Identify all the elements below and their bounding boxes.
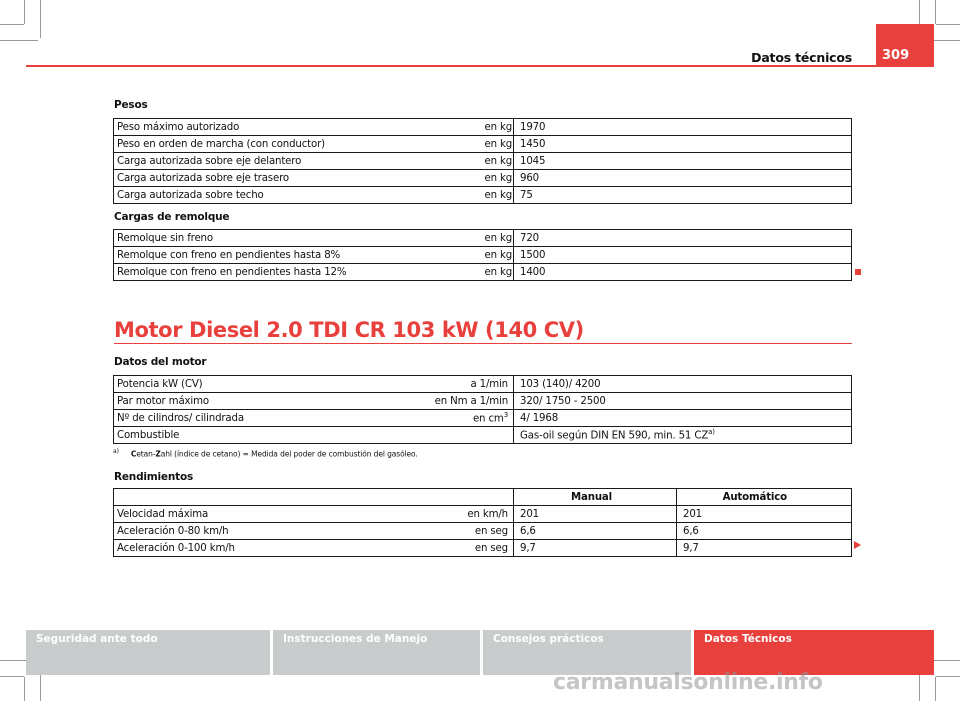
table-header-row bbox=[114, 489, 852, 506]
row-value: 960 bbox=[514, 170, 852, 187]
row-label: Par motor máximo bbox=[114, 393, 414, 410]
footnote-c-rest: etan- bbox=[136, 449, 156, 459]
row-value: 103 (140)/ 4200 bbox=[514, 376, 852, 393]
row-value: 720 bbox=[514, 230, 852, 247]
value-text: Gas-oil según DIN EN 590, min. 51 CZ bbox=[520, 430, 709, 442]
table-row bbox=[114, 393, 852, 410]
row-value: 320/ 1750 - 2500 bbox=[514, 393, 852, 410]
row-label: Aceleración 0-100 km/h bbox=[114, 540, 464, 557]
weights-heading: Pesos bbox=[114, 99, 148, 111]
unit-superscript: 3 bbox=[503, 411, 508, 420]
row-value-automatic: 201 bbox=[677, 506, 852, 523]
table-row bbox=[114, 540, 852, 557]
performance-table bbox=[113, 488, 852, 557]
watermark: carmanualsonline.info bbox=[553, 670, 823, 695]
row-label: Carga autorizada sobre techo bbox=[114, 187, 482, 204]
row-value: 4/ 1968 bbox=[514, 410, 852, 427]
footer-tab-seguridad[interactable]: Seguridad ante todo bbox=[26, 630, 270, 675]
row-unit: en Nm a 1/min bbox=[414, 393, 514, 410]
table-row bbox=[114, 247, 852, 264]
row-label: Peso máximo autorizado bbox=[114, 119, 482, 136]
footnote-text: ahl (índice de cetano) = Medida del poder de combustión del gasóleo. bbox=[160, 449, 418, 459]
row-unit: en seg bbox=[464, 523, 514, 540]
table-row bbox=[114, 506, 852, 523]
row-value-manual: 201 bbox=[514, 506, 677, 523]
row-value-manual: 9,7 bbox=[514, 540, 677, 557]
table-row bbox=[114, 230, 852, 247]
footnote bbox=[113, 448, 418, 459]
row-unit: en seg bbox=[464, 540, 514, 557]
crop-mark bbox=[935, 0, 936, 24]
header-title: Datos técnicos bbox=[751, 50, 852, 65]
row-label: Carga autorizada sobre eje trasero bbox=[114, 170, 482, 187]
crop-mark bbox=[0, 24, 24, 25]
table-row bbox=[114, 187, 852, 204]
footnote-z: Z bbox=[155, 449, 161, 459]
row-label: Remolque con freno en pendientes hasta 8% bbox=[114, 247, 482, 264]
table-row bbox=[114, 119, 852, 136]
table-row bbox=[114, 136, 852, 153]
crop-mark bbox=[40, 0, 41, 38]
row-value bbox=[514, 427, 852, 444]
header-rule bbox=[26, 65, 934, 67]
footnote-reference[interactable]: a) bbox=[708, 428, 715, 437]
footer-tab-datos-tecnicos[interactable]: Datos Técnicos bbox=[694, 630, 934, 675]
row-unit: en kg bbox=[482, 119, 514, 136]
footnote-c: C bbox=[130, 449, 137, 459]
row-label: Combustible bbox=[114, 427, 414, 444]
row-unit: a 1/min bbox=[414, 376, 514, 393]
blank-header-cell bbox=[114, 489, 514, 506]
row-label: Remolque con freno en pendientes hasta 12% bbox=[114, 264, 482, 281]
page-number: 309 bbox=[876, 24, 934, 66]
row-value: 75 bbox=[514, 187, 852, 204]
engine-table bbox=[113, 375, 852, 444]
row-label: Velocidad máxima bbox=[114, 506, 464, 523]
crop-mark bbox=[0, 676, 24, 677]
crop-mark bbox=[935, 677, 936, 701]
crop-mark bbox=[24, 677, 25, 701]
row-unit bbox=[414, 427, 514, 444]
row-label: Nº de cilindros/ cilindrada bbox=[114, 410, 414, 427]
engine-heading: Datos del motor bbox=[114, 356, 207, 368]
row-unit: en kg bbox=[482, 264, 514, 281]
continue-arrow-icon[interactable] bbox=[854, 541, 861, 549]
crop-mark bbox=[936, 24, 960, 25]
footnote-mark: a) bbox=[113, 448, 119, 455]
column-header-manual: Manual bbox=[514, 489, 677, 506]
row-value: 1045 bbox=[514, 153, 852, 170]
row-label: Carga autorizada sobre eje delantero bbox=[114, 153, 482, 170]
crop-mark bbox=[0, 40, 38, 41]
row-label: Remolque sin freno bbox=[114, 230, 482, 247]
end-of-section-marker bbox=[855, 269, 861, 275]
row-value-automatic: 9,7 bbox=[677, 540, 852, 557]
row-unit: en km/h bbox=[464, 506, 514, 523]
row-value: 1500 bbox=[514, 247, 852, 264]
row-label: Potencia kW (CV) bbox=[114, 376, 414, 393]
footer-nav bbox=[26, 630, 934, 675]
row-unit bbox=[414, 410, 514, 427]
row-label: Peso en orden de marcha (con conductor) bbox=[114, 136, 482, 153]
row-value-manual: 6,6 bbox=[514, 523, 677, 540]
table-row bbox=[114, 410, 852, 427]
row-value: 1400 bbox=[514, 264, 852, 281]
table-row bbox=[114, 170, 852, 187]
row-unit: en kg bbox=[482, 170, 514, 187]
row-label: Aceleración 0-80 km/h bbox=[114, 523, 464, 540]
row-unit: en kg bbox=[482, 136, 514, 153]
row-value-automatic: 6,6 bbox=[677, 523, 852, 540]
crop-mark bbox=[936, 676, 960, 677]
trailer-heading: Cargas de remolque bbox=[114, 211, 230, 223]
row-unit: en kg bbox=[482, 230, 514, 247]
row-value: 1450 bbox=[514, 136, 852, 153]
footer-tab-consejos[interactable]: Consejos prácticos bbox=[483, 630, 691, 675]
weights-table bbox=[113, 118, 852, 204]
table-row bbox=[114, 153, 852, 170]
row-unit: en kg bbox=[482, 247, 514, 264]
footer-tab-instrucciones[interactable]: Instrucciones de Manejo bbox=[273, 630, 480, 675]
crop-mark bbox=[24, 0, 25, 24]
section-rule bbox=[114, 343, 852, 344]
unit-text: en cm bbox=[472, 413, 504, 425]
table-row bbox=[114, 376, 852, 393]
performance-heading: Rendimientos bbox=[114, 471, 194, 483]
table-row bbox=[114, 523, 852, 540]
trailer-table bbox=[113, 229, 852, 281]
section-title: Motor Diesel 2.0 TDI CR 103 kW (140 CV) bbox=[114, 318, 584, 342]
row-unit: en kg bbox=[482, 153, 514, 170]
row-value: 1970 bbox=[514, 119, 852, 136]
table-row bbox=[114, 427, 852, 444]
table-row bbox=[114, 264, 852, 281]
column-header-automatic: Automático bbox=[677, 489, 852, 506]
row-unit: en kg bbox=[482, 187, 514, 204]
